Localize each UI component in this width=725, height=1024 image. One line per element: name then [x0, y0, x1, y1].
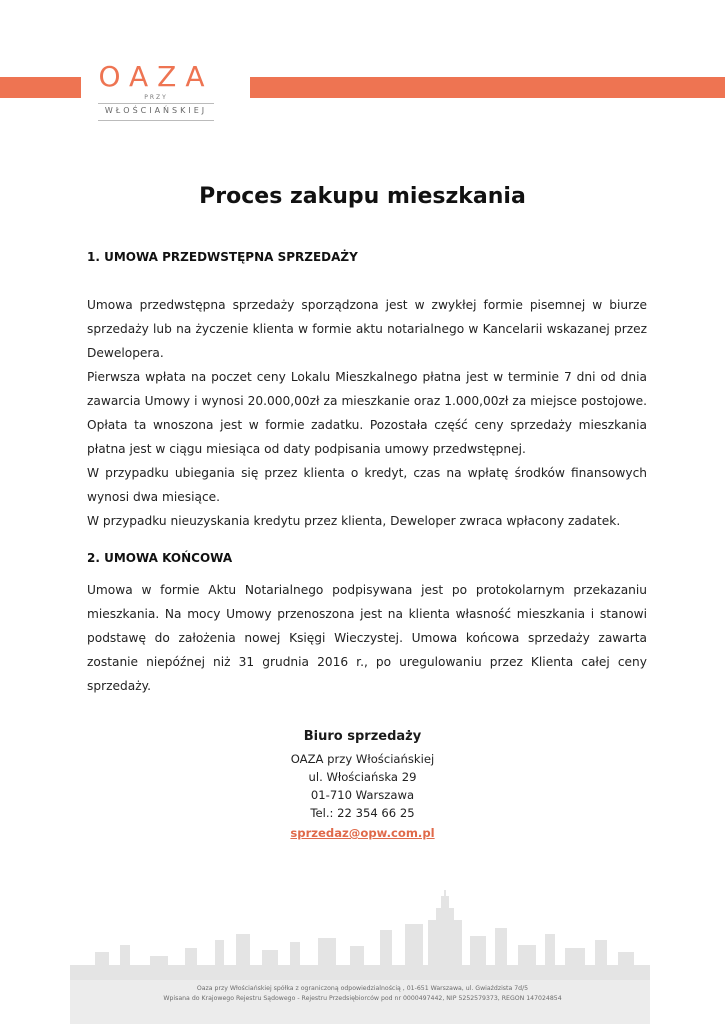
brand-logo — [88, 60, 228, 124]
contact-phone: Tel.: 22 354 66 25 — [310, 806, 415, 820]
paragraph: Umowa przedwstępna sprzedaży sporządzona jest w zwykłej formie pisemnej w biurze sprzedaży lub na życzenie klienta w formie aktu notarialnego w Kancelarii wskazanej przez Dewelopera. — [87, 298, 647, 360]
contact-heading: Biuro sprzedaży — [303, 729, 422, 744]
paragraph: Pierwsza wpłata na poczet ceny Lokalu Mieszkalnego płatna jest w terminie 7 dni od dnia zawarcia Umowy i wynosi 20.000,00zł za mieszkanie oraz 1.000,00zł za miejsce postojowe. Opłata ta wnoszona jest w formie zadatku. Pozostała część ceny sprzedaży mieszkania płatna jest w ciągu miesiąca od daty podpisania umowy przedwstępnej. — [87, 370, 647, 456]
section-body-preliminary-contract — [87, 293, 647, 533]
sales-office-contact — [0, 726, 725, 842]
logo-small-text: PRZY — [144, 94, 168, 101]
logo-subtitle: WŁOŚCIAŃSKIEJ — [104, 106, 208, 115]
section-body-final-contract — [87, 578, 647, 698]
header-accent-bar-right — [250, 77, 725, 98]
contact-email-link[interactable]: sprzedaz@opw.com.pl — [290, 826, 435, 840]
contact-street: ul. Włościańska 29 — [308, 770, 417, 784]
paragraph: Umowa w formie Aktu Notarialnego podpisywana jest po protokolarnym przekazaniu mieszkania. Na mocy Umowy przenoszona jest na klienta własność mieszkania i stanowi podstawę do założenia nowej Księgi Wieczystej. Umowa końcowa sprzedaży zawarta zostanie niepóźnej niż 31 grudnia 2016 r., po uregulowaniu przez Klienta całej ceny sprzedaży. — [87, 583, 647, 693]
header-accent-bar-left — [0, 77, 81, 98]
contact-city: 01-710 Warszawa — [310, 788, 415, 802]
paragraph: W przypadku nieuzyskania kredytu przez klienta, Deweloper zwraca wpłacony zadatek. — [87, 514, 621, 528]
section-heading-preliminary-contract: 1. UMOWA PRZEDWSTĘPNA SPRZEDAŻY — [87, 250, 358, 264]
logo-divider-bottom — [98, 120, 214, 121]
section-heading-final-contract: 2. UMOWA KOŃCOWA — [87, 551, 233, 565]
contact-name: OAZA przy Włościańskiej — [290, 752, 435, 766]
paragraph: W przypadku ubiegania się przez klienta o kredyt, czas na wpłatę środków finansowych wynosi dwa miesiące. — [87, 466, 647, 504]
footer-line-address: Oaza przy Włościańskiej spółka z ograniczoną odpowiedzialnością , 01-651 Warszawa, ul. Gwiaździsta 7d/5 — [196, 985, 529, 992]
logo-wordmark: OAZA — [98, 60, 214, 93]
logo-divider-top — [98, 103, 214, 104]
company-footer — [0, 984, 725, 1004]
footer-line-registration: Wpisana do Krajowego Rejestru Sądowego - Rejestru Przedsiębiorców pod nr 0000497442, NIP 5252579373, REGON 147024854 — [163, 995, 562, 1002]
page-title: Proces zakupu mieszkania — [199, 184, 526, 209]
